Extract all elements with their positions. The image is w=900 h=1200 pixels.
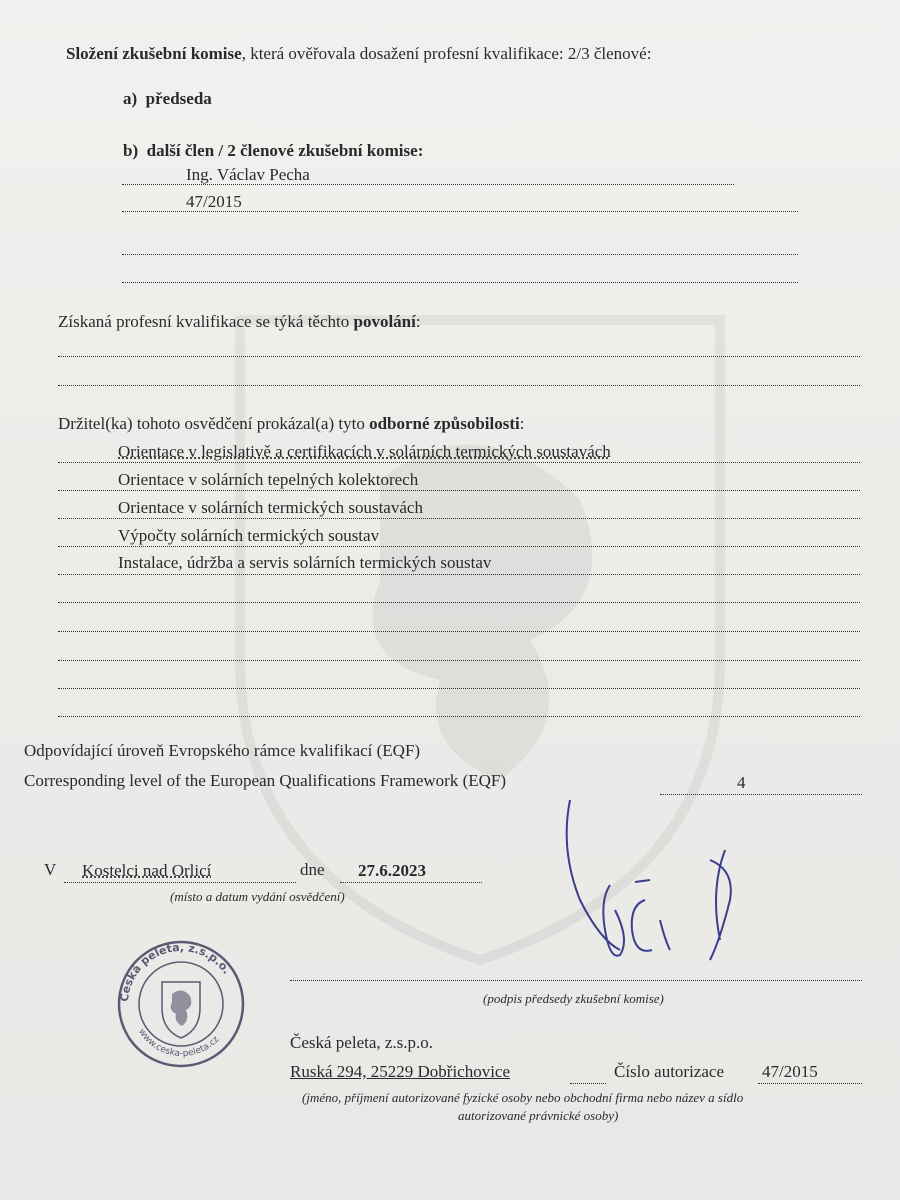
eqf-label-en: Corresponding level of the European Qualifications Framework (EQF) (24, 771, 507, 790)
authority-caption-2: autorizované právnické osoby) (458, 1108, 619, 1123)
place-prefix: V (44, 860, 57, 879)
dotted-line (58, 462, 860, 463)
eqf-label-cs: Odpovídající úroveň Evropského rámce kvalifikací (EQF) (24, 741, 421, 760)
dotted-line (340, 882, 482, 883)
dotted-line (58, 518, 860, 519)
competency-item: Výpočty solárních termických soustav (118, 526, 380, 545)
authority-address: Ruská 294, 25229 Dobřichovice (290, 1062, 511, 1081)
competencies-heading: Držitel(ka) tohoto osvědčení prokázal(a) tyto odborné způsobilosti: (58, 414, 525, 433)
competency-item: Orientace v legislativě a certifikacích v solárních termických soustavách (118, 442, 611, 461)
profession-heading: Získaná profesní kvalifikace se týká těchto povolání: (58, 312, 421, 331)
dotted-line (64, 882, 296, 883)
competency-item: Orientace v solárních tepelných kolektorech (118, 470, 419, 489)
dotted-line (58, 631, 860, 632)
organization-stamp (112, 938, 250, 1068)
competency-item: Instalace, údržba a servis solárních termických soustav (118, 553, 492, 572)
dotted-line (58, 574, 860, 575)
authorization-label: Číslo autorizace (614, 1062, 724, 1081)
eqf-level: 4 (737, 773, 746, 792)
date-prefix: dne (300, 860, 325, 879)
member-name: Ing. Václav Pecha (186, 165, 310, 184)
dotted-line (758, 1083, 862, 1084)
signature-scribble (560, 790, 770, 990)
dotted-line (58, 688, 860, 689)
dotted-line (58, 356, 860, 357)
dotted-line (58, 716, 860, 717)
dotted-line (122, 254, 798, 255)
signature-caption: (podpis předsedy zkušební komise) (483, 991, 664, 1006)
dotted-line (58, 660, 860, 661)
dotted-line (58, 490, 860, 491)
member-number: 47/2015 (186, 192, 242, 211)
issue-date: 27.6.2023 (358, 861, 426, 880)
competency-item: Orientace v solárních termických soustavách (118, 498, 423, 517)
dotted-line (58, 385, 860, 386)
stamp-ring-text: Česká peleta, z.s.p.o. (117, 940, 234, 1003)
dotted-line (570, 1083, 606, 1084)
item-b: b) další člen / 2 členové zkušební komise: (123, 141, 424, 160)
authority-caption-1: (jméno, příjmení autorizované fyzické osoby nebo obchodní firma nebo název a sídlo (302, 1090, 744, 1105)
item-a: a) předseda (123, 89, 212, 108)
authorization-number: 47/2015 (762, 1062, 818, 1081)
dotted-line (58, 602, 860, 603)
stamp-url-text: www.ceska-peleta.cz (136, 1027, 222, 1060)
authority-name: Česká peleta, z.s.p.o. (290, 1033, 434, 1052)
dotted-line (290, 980, 862, 981)
dotted-line (122, 282, 798, 283)
dotted-line (58, 546, 860, 547)
issue-place: Kostelci nad Orlicí (82, 861, 212, 880)
issue-caption: (místo a datum vydání osvědčení) (170, 889, 345, 904)
commission-intro: Složení zkušební komise, která ověřovala dosažení profesní kvalifikace: 2/3 členové: (66, 44, 652, 63)
